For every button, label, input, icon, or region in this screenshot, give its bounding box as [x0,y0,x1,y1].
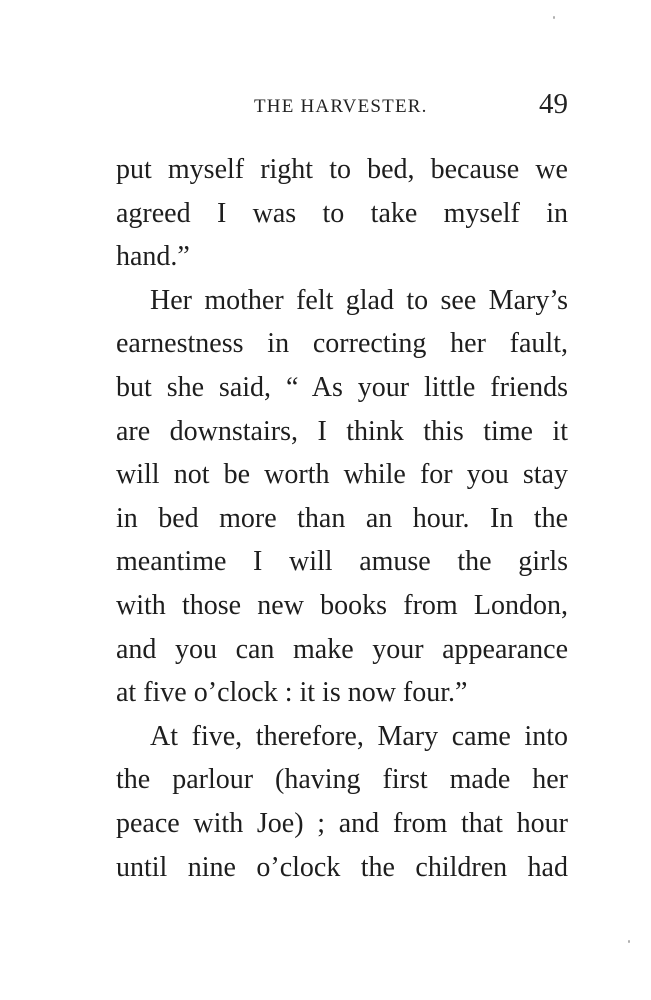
text-line-3: hand.” [116,241,190,273]
paper-speck [628,940,630,943]
text-line-2: agreed I was to take myself in [116,197,568,229]
text-line-7: are downstairs, I think this time it [116,415,568,447]
body-text [116,148,568,889]
text-line-13: at five o’clock : it is now four.” [116,677,468,709]
text-line-6: but she said, “ As your little friends [116,371,568,403]
page-number: 49 [539,88,568,120]
running-head [116,88,568,124]
running-title: THE HARVESTER. [254,96,428,117]
paper-speck [553,16,555,19]
text-line-12: and you can make your appearance [116,633,568,665]
text-line-14: At five, therefore, Mary came into [150,720,568,752]
text-line-16: peace with Joe) ; and from that hour [116,807,568,839]
text-line-15: the parlour (having first made her [116,764,568,796]
text-line-4: Her mother felt glad to see Mary’s [150,284,568,316]
text-line-1: put myself right to bed, because we [116,154,568,185]
text-line-11: with those new books from London, [116,589,568,621]
text-line-5: earnestness in correcting her fault, [116,328,568,360]
text-line-9: in bed more than an hour. In the [116,502,568,534]
text-line-8: will not be worth while for you stay [116,459,568,491]
text-line-10: meantime I will amuse the girls [116,546,568,578]
text-line-17: until nine o’clock the children had [116,851,568,883]
